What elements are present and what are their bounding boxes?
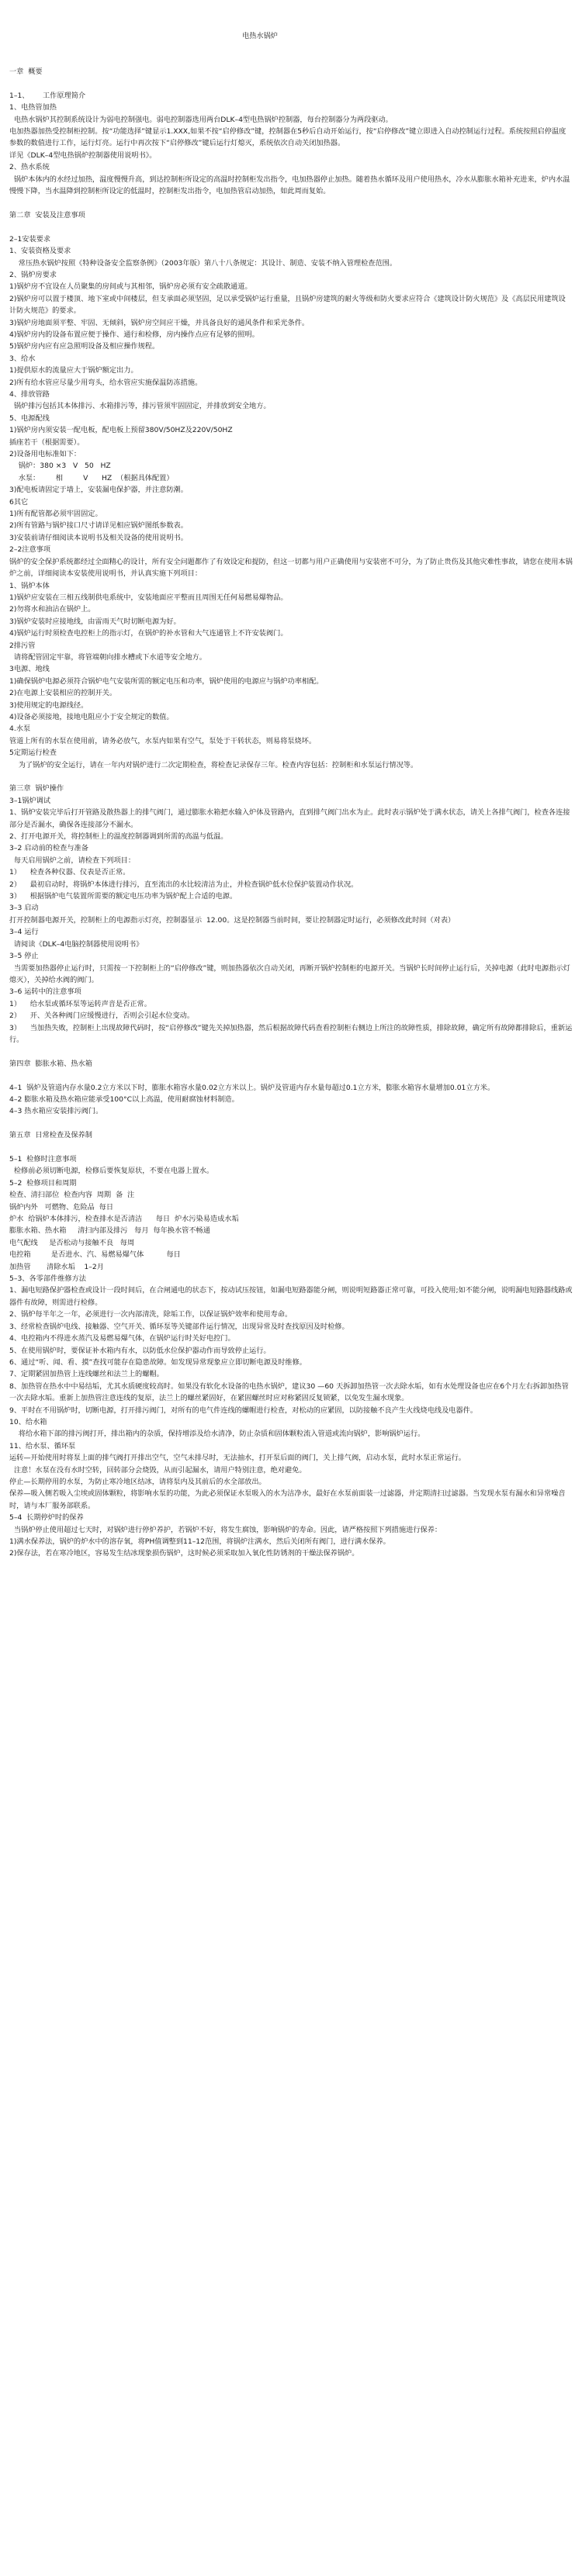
document-title: 电热水锅炉 — [242, 31, 278, 40]
document-body: 一章 概要 1–1、 工作原理简介 1、电热管加热 电热水锅炉其控制系统设计为弱电控制强电。弱电控制器选用两台DLK–4型电热锅炉控制器，每台控制器分为两段驱动。 电加热器加热受控制柜控制。按“功能选择”键显示1.XXX,如果不按“启停修改”键，控制器在5秒后自动开始运行，按“启停修改”键立即进入自动控制运行过程。系统按照启停温度参数的数值进行工作，运行灯亮。运行中再次按下“启停修改”键后运行灯熄灭，系统依次自动关闭加热器。 详见《DLK–4型电热锅炉控制器使用说明书》。 2、热水系统 锅炉本体内的水经过加热，温度慢慢升高，到达控制柜所设定的高温时控制柜发出指令，电加热器停止加热。随着热水循环及用户使用热水，冷水从膨胀水箱补充进来，炉内水温慢慢下降，当水温降到控制柜所设定的低温时，控制柜发出指令，电加热管启动加热，如此周而复始。 第二章 安装及注意事项 2–1安装要求 1、安装资格及要求 常压热水锅炉按照《特种设备安全监察条例》（2003年版）第八十八条规定：其设计、制造、安装不纳入管理检查范围。 2、锅炉房要求 1)锅炉房不宜设在人员聚集的房间或与其相邻，锅炉房必须有安全疏散通道。 2)锅炉房可以置于楼顶、地下室或中间楼层，但支承面必须坚固，足以承受锅炉运行重量，且锅炉房建筑的耐火等级和防火要求应符合《建筑设计防火规范》及《高层民用建筑设计防火规范》的要求。 3)锅炉房地面须平整、牢固、无倾斜，锅炉房空间应干燥，并具备良好的通风条件和采光条件。 4)锅炉房内的设备布置应便于操作、通行和检修，房内操作点应有足够的照明。 5)锅炉房内应有应急照明设备及相应操作规程。 3、给水 1)提供原水的流量应大于锅炉额定出力。 2)所有给水管应尽量少用弯头，给水管应实施保温防冻措施。 4、排放管路 锅炉排污包括其本体排污、水箱排污等，排污管须牢固固定，并排放到安全地方。 5、电源配线 1)锅炉房内须安装一配电板，配电板上预留380V/50HZ及220V/50HZ 插座若干（根据需要）。 2)设备用电标准如下： 锅炉：380 ×3 V 50 HZ 水泵： 相 V HZ （根据具体配置） 3)配电板请固定于墙上，安装漏电保护器，并注意防潮。 6其它 1)所有配管都必须牢固固定。 2)所有管路与锅炉接口尺寸请详见相应锅炉图纸参数表。 3)安装前请仔细阅读本说明书及相关设备的使用说明书。 2–2注意事项 锅炉的安全保护系统都经过全面精心的设计，所有安全问题都作了有效设定和提防，但这一切都与用户正确使用与安装密不可分，为了防止贵伤及其他灾难性事故，请您在使用本锅炉之前，详细阅读本安装使用说明书，并认真实施下列项目： 1、锅炉本体 1)锅炉应安装在三相五线制供电系统中，安装地面应平整而且周围无任何易燃易爆物品。 2)勿将水和油沾在锅炉上。 3)锅炉安装时应接地线，由雷雨天气时切断电源为好。 4)锅炉运行时须检查电控柜上的指示灯，在锅炉的补水管和大气连通管上不许安装阀门。 2排污管 请将配管固定牢靠，将管端朝向排水槽或下水道等安全地方。 3电源、地线 1)确保锅炉电源必须符合锅炉电气安装所需的额定电压和功率，锅炉使用的电源应与锅炉功率相配。 2)在电源上安装相应的控制开关。 3)使用规定的电源线径。 4)设备必须接地，接地电阻应小于安全规定的数值。 4.水泵 管道上所有的水泵在使用前，请务必放气，水泵内如果有空气，泵处于干转状态，则易将泵烧坏。 5定期运行检查 为了锅炉的安全运行，请在一年内对锅炉进行二次定期检查，将检查记录保存三年。检查内容包括：控制柜和水泵运行情况等。 第三章 锅炉操作 3–1锅炉调试 1、锅炉安装完毕后打开管路及散热器上的排气阀门，通过膨胀水箱把水输入炉体及管路内，直到排气阀门出水为止。此时表示锅炉处于满水状态，请关上各排气阀门，检查各连接部分是否漏水，确保各连接部分不漏水。 2、打开电源开关，将控制柜上的温度控制器调到所需的高温与低温。 3–2 启动前的检查与准备 每天启用锅炉之前，请检查下列项目： 1） 检查各种仪器、仪表是否正常。 2） 最初启动时，将锅炉本体进行排污，直至流出的水比较清洁为止，并检查锅炉低水位保护装置动作状况。 3） 根据锅炉电气装置所需要的额定电压功率为锅炉配上合适的电源。 3–3 启动 打开控制器电源开关，控制柜上的电源指示灯亮，控制器显示 12.00。这是控制器当前时间，要让控制器定时运行，必须修改此时间（对表） 3–4 运行 请阅读《DLK–4电脑控制器使用说明书》 3–5 停止 当需要加热器停止运行时，只需按一下控制柜上的“启停修改”键，则加热器依次自动关闭，再断开锅炉控制柜的电源开关。当锅炉长时间停止运行后，关掉电源（此时电源指示灯熄灭），关掉给水阀的阀门。 3–6 运转中的注意事项 1） 给水泵或循环泵等运转声音是否正常。 2） 开、关各种阀门应缓慢进行，否则会引起水位变动。 3） 当加热失败，控制柜上出现故障代码时，按“启停修改”键先关掉加热器，然后根据故障代码查看控制柜右侧边上所注的故障性质，排除故障，确定所有故障都排除后，重新运行。 第四章 膨胀水箱、热水箱 4–1 锅炉及管道内存水量0.2立方米以下时，膨胀水箱容水量0.02立方米以上。锅炉及管道内存水量每超过0.1立方米，膨胀水箱容水量增加0.01立方米。 4–2 膨胀水箱及热水箱应能承受100°C以上高温，使用耐腐蚀材料制造。 4–3 热水箱应安装排污阀门。 第五章 日常检查及保养制 5–1 检修时注意事项 检修前必须切断电源，检修后要恢复原状，不要在电器上置水。 5–2 检修项目和周期 检查、清扫部位 检查内容 周期 备 注 锅炉内外 可燃物、危险品 每日 炉水 给锅炉本体排污，检查排水是否清洁 每日 炉水污染易造成水垢 膨胀水箱、热水箱 清扫内部及排污 每月 每年换水管不畅通 电气配线 是否松动与接触不良 每周 电控箱 是否进水、汽、易燃易爆气体 每日 加热管 清除水垢 1–2月 5–3、各零部件维修方法 1、漏电短路保护器检查或设计一段时间后，在合闸通电的状态下，按动试压按钮，如漏电短路器能分闸，则说明短路器正常可靠，可投入使用;如不能分闸，说明漏电短路器线路或器件有故障，则需进行检修。 2、锅炉每半年之一年，必须进行一次内部清洗，除垢工作，以保证锅炉效率和使用寿命。 3、经常检查锅炉电线、接触器、空气开关、循环泵等关键部件运行情况，出现异常及时查找原因及时检修。 4、电控箱内不得进水蒸汽及易燃易爆气体，在锅炉运行时关好电控门。 5、在使用锅炉时，要保证补水箱内有水，以防低水位保护器动作而导致停止运行。 6、通过“听、闻、看、摸”查找可能存在隐患故障。如发现异常现象应立即切断电源及时维修。 7、定期紧固加热管上连线螺丝和法兰上的螺帽。 8、加热管在热水中中易结垢，尤其水质硬度较高时。如果没有软化水设备的电热水锅炉，建议30 —60 天拆卸加热管一次去除水垢，如有水处理设备也应在6个月左右拆卸加热管一次去除水垢。重新上加热管注意连线的复原，法兰上的螺丝紧固好，在紧固螺丝时应对称紧固反复锁紧，以免发生漏水现象。 9、平时在不用锅炉时，切断电源，打开排污阀门，对所有的电气件连线的螺帽进行检查，对松动的应紧固，以防接触不良产生火线烧电线及电器件。 10、给水箱 将给水箱下部的排污阀打开，排出箱内的杂质，保持增添及给水清净，防止杂质和固体颗粒流入管道或流向锅炉，影响锅炉运行。 11、给水泵、循环泵 运转—开始使用时将泵上面的排气阀打开排出空气，空气未排尽时，无法抽水，打开泵后面的阀门，关上排气阀，启动水泵，此时水泵正常运行。 注意！水泵在没有水时空转，回转部分会烧毁，从而引起漏水，请用户特别注意，绝对避免。 停止—长期停用的水泵，为防止寒冷地区结冰，请将泵内及其前后的水全部放出。 保养—吸入侧若吸入尘埃或固体颗粒，将影响水泵的功能，为此必须保证水泵吸入的水为洁净水，最好在水泵前面装一过滤器，并定期清扫过滤器。当发现水泵有漏水和异常噪音时，请与本厂服务部联系。 5–4 长期停炉时的保养 当锅炉停止使用超过七天时，对锅炉进行停炉养护，若锅炉不好，将发生腐蚀，影响锅炉的寿命。因此，请严格按照下列措施进行保养： 1)满水保养法，锅炉的炉水中的溶存氧，将PH值调整到11–12范围，将锅炉注满水，然后关闭所有阀门，进行满水保养。 2)保存法，若在寒冷地区，容易发生结冰现象损伤锅炉，这时候必须采取加入氧化性防锈剂的干燥法保养锅炉。 — [9, 67, 573, 1558]
